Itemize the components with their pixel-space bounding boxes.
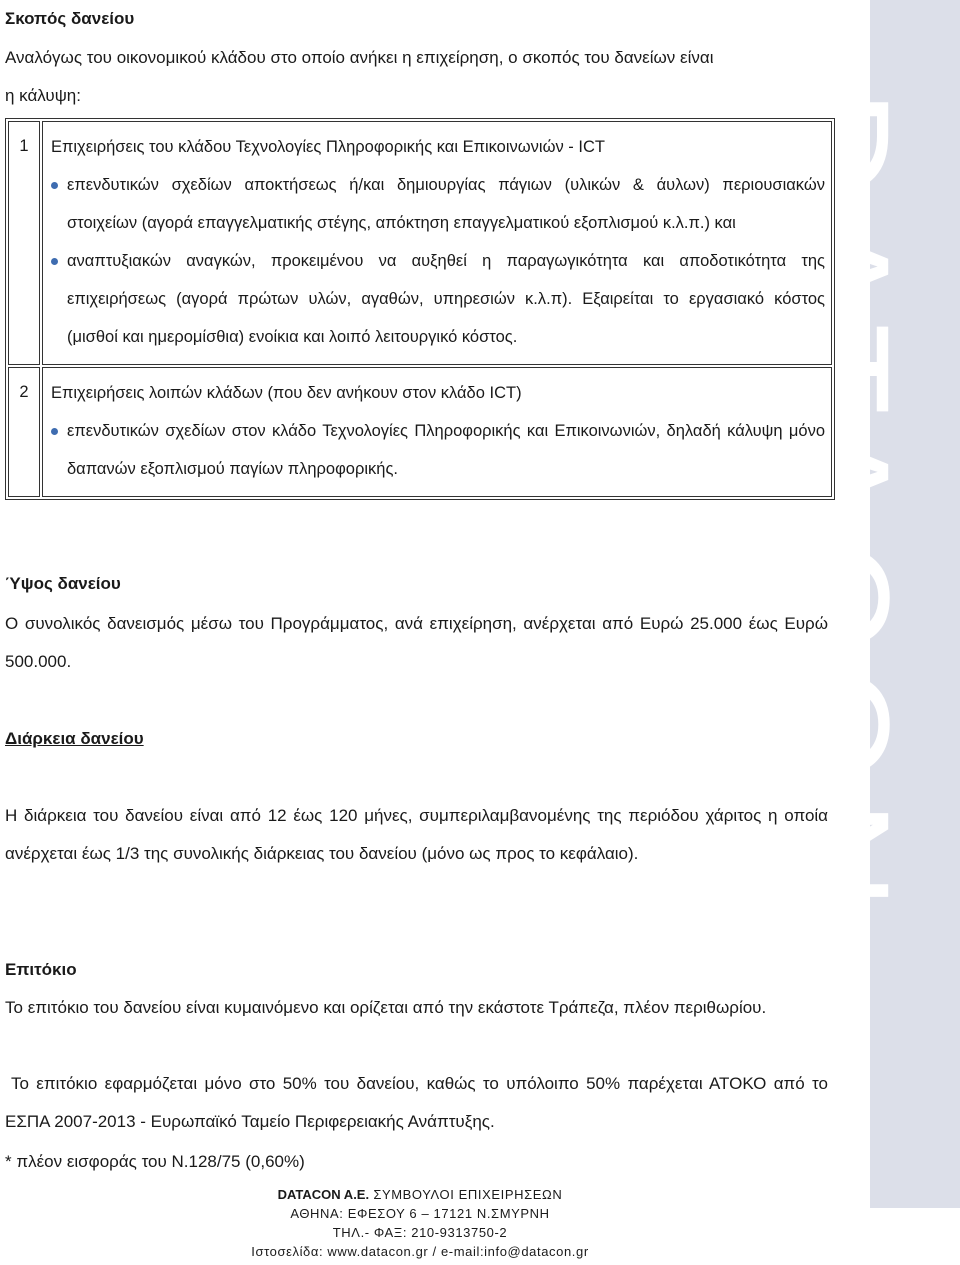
- purpose-intro-line1: Αναλόγως του οικονομικού κλάδου στο οποίο ανήκει η επιχείρηση, ο σκοπός του δανείων είναι: [5, 48, 714, 67]
- row-title: Επιχειρήσεις του κλάδου Τεχνολογίες Πληροφορικής και Επικοινωνιών - ICT: [51, 138, 605, 156]
- bullet-icon: [51, 258, 58, 265]
- interest-text-1: Το επιτόκιο του δανείου είναι κυμαινόμενο και ορίζεται από την εκάστοτε Τράπεζα, πλέον περιθωρίου.: [5, 998, 767, 1017]
- brand-logo: DATACON: [753, 90, 921, 928]
- footer-company: DATACON A.E.: [277, 1187, 370, 1202]
- bullet-icon: [51, 428, 58, 435]
- purpose-intro-line2: η κάλυψη:: [5, 86, 81, 105]
- duration-heading: Διάρκεια δανείου: [5, 729, 144, 748]
- interest-heading: Επιτόκιο: [5, 960, 77, 979]
- interest-text-2: Το επιτόκιο εφαρμόζεται μόνο στο 50% του δανείου, καθώς το υπόλοιπο 50% παρέχεται ΑΤΟΚΟ από το ΕΣΠΑ 2007-2013 - Ευρωπαϊκό Ταμείο Περιφερειακής Ανάπτυξης.: [5, 1074, 828, 1131]
- row-content: [42, 121, 832, 365]
- footer-tagline: ΣΥΜΒΟΥΛΟΙ ΕΠΙΧΕΙΡΗΣΕΩΝ: [373, 1187, 563, 1202]
- list-item-text: αναπτυξιακών αναγκών, προκειμένου να αυξηθεί η παραγωγικότητα και αποδοτικότητα της επιχειρήσεως (αγορά πρώτων υλών, αγαθών, υπηρεσιών κ.λ.π). Εξαιρείται το εργασιακό κόστος (μισθοί και ημερομίσθια) ενοίκια και λοιπό λειτουργικό κόστος.: [67, 252, 825, 346]
- list-item: [51, 166, 825, 242]
- row-number: 2: [8, 367, 40, 497]
- row-content: [42, 367, 832, 497]
- list-item: [51, 412, 825, 488]
- footer-phone: ΤΗΛ.- ΦΑΞ: 210-9313750-2: [332, 1225, 508, 1240]
- brand-sidebar: [753, 0, 960, 1208]
- purpose-heading: Σκοπός δανείου: [5, 9, 135, 28]
- footer-company-line: [5, 1185, 835, 1204]
- bullet-icon: [51, 182, 58, 189]
- table-row: [8, 121, 832, 365]
- amount-text: Ο συνολικός δανεισμός μέσω του Προγράμματος, ανά επιχείρηση, ανέρχεται από Ευρώ 25.000 έως Ευρώ 500.000.: [5, 614, 828, 671]
- purpose-table: [5, 118, 835, 500]
- table-row: [8, 367, 832, 497]
- duration-text: Η διάρκεια του δανείου είναι από 12 έως 120 μήνες, συμπεριλαμβανομένης της περιόδου χάριτος η οποία ανέρχεται έως 1/3 της συνολικής διάρκειας του δανείου (μόνο ως προς το κεφάλαιο).: [5, 806, 828, 863]
- page-footer: [5, 1185, 835, 1261]
- row-title: Επιχειρήσεις λοιπών κλάδων (που δεν ανήκουν στον κλάδο ICT): [51, 384, 522, 402]
- footer-address: ΑΘΗΝΑ: ΕΦΕΣΟΥ 6 – 17121 Ν.ΣΜΥΡΝΗ: [290, 1206, 550, 1221]
- list-item-text: επενδυτικών σχεδίων αποκτήσεως ή/και δημιουργίας πάγιων (υλικών & άυλων) περιουσιακών στοιχείων (αγορά επαγγελματικής στέγης, απόκτηση επαγγελματικού εξοπλισμού κ.λ.π.) και: [67, 176, 825, 232]
- list-item-text: επενδυτικών σχεδίων στον κλάδο Τεχνολογίες Πληροφορικής και Επικοινωνιών, δηλαδή κάλυψη μόνο δαπανών εξοπλισμού παγίων πληροφορικής.: [67, 422, 825, 478]
- list-item: [51, 242, 825, 356]
- row-number: 1: [8, 121, 40, 365]
- amount-heading: Ύψος δανείου: [5, 574, 121, 593]
- footer-web: Ιστοσελίδα: www.datacon.gr / e-mail:info@datacon.gr: [251, 1244, 589, 1259]
- interest-note: * πλέον εισφοράς του Ν.128/75 (0,60%): [5, 1152, 305, 1171]
